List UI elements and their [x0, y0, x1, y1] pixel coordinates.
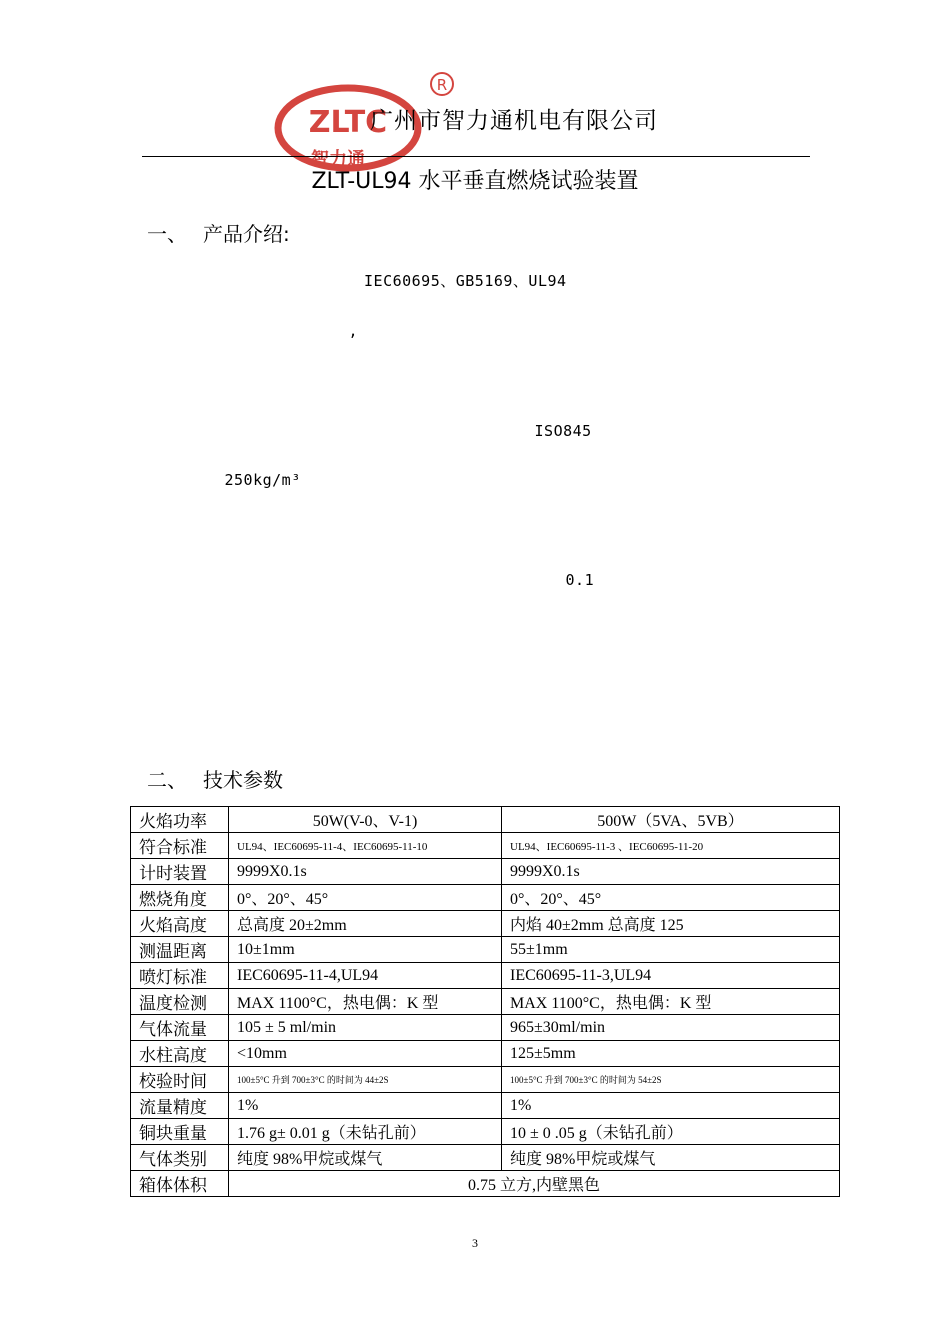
param-label: 气体类别: [131, 1145, 229, 1171]
param-label: 箱体体积: [131, 1171, 229, 1197]
param-label: 水柱高度: [131, 1041, 229, 1067]
table-row: [131, 1041, 840, 1067]
param-value-50w: 105 ± 5 ml/min: [229, 1015, 502, 1041]
param-label: 计时装置: [131, 859, 229, 885]
param-value-50w: <10mm: [229, 1041, 502, 1067]
table-row: [131, 1015, 840, 1041]
param-label: 流量精度: [131, 1093, 229, 1119]
table-row: [131, 1145, 840, 1171]
table-row: [131, 807, 840, 833]
param-value-500w: 965±30ml/min: [502, 1015, 840, 1041]
param-value-500w: 55±1mm: [502, 937, 840, 963]
section-2-heading: [147, 764, 283, 793]
param-value-50w: 总高度 20±2mm: [229, 911, 502, 937]
intro-line: ISO845: [147, 422, 701, 440]
param-value-500w: 100±5°C 升到 700±3°C 的时间为 54±2S: [502, 1067, 840, 1093]
table-row: [131, 911, 840, 937]
section-1-title: 产品介绍:: [203, 222, 290, 246]
param-label: 测温距离: [131, 937, 229, 963]
table-row: [131, 833, 840, 859]
param-value-500w: 内焰 40±2mm 总高度 125: [502, 911, 840, 937]
section-2-title: 技术参数: [203, 768, 283, 792]
section-2-number: 二、: [147, 768, 187, 792]
param-label: 温度检测: [131, 989, 229, 1015]
intro-line: [147, 619, 659, 640]
param-value-50w: 纯度 98%甲烷或煤气: [229, 1145, 502, 1171]
param-value-50w: 0°、20°、45°: [229, 885, 502, 911]
param-value-merged: 0.75 立方,内壁黑色: [229, 1171, 840, 1197]
intro-line: ,: [147, 322, 669, 340]
param-value-50w: 100±5°C 升到 700±3°C 的时间为 44±2S: [229, 1067, 502, 1093]
param-value-500w: 0°、20°、45°: [502, 885, 840, 911]
table-row: [131, 989, 840, 1015]
param-value-50w: IEC60695-11-4,UL94: [229, 963, 502, 989]
company-name: 广州市智力通机电有限公司: [370, 108, 658, 134]
registered-mark-icon: R: [436, 76, 448, 94]
param-value-50w: 10±1mm: [229, 937, 502, 963]
intro-line: [147, 719, 566, 740]
intro-line: [147, 669, 674, 690]
param-value-500w: 9999X0.1s: [502, 859, 840, 885]
param-value-50w: UL94、IEC60695-11-4、IEC60695-11-10: [229, 833, 502, 859]
param-value-50w: 1%: [229, 1093, 502, 1119]
param-value-500w: 1%: [502, 1093, 840, 1119]
page-number: 3: [472, 1236, 478, 1250]
table-row: [131, 1171, 840, 1197]
param-label: 火焰功率: [131, 807, 229, 833]
header-rule: [142, 156, 810, 157]
table-row: [131, 1093, 840, 1119]
table-row: [131, 963, 840, 989]
intro-line: 250kg/m³: [147, 471, 642, 489]
intro-line: IEC60695、GB5169、UL94: [147, 272, 707, 290]
table-row: [131, 1067, 840, 1093]
param-value-50w: 1.76 g± 0.01 g（未钻孔前）: [229, 1119, 502, 1145]
param-value-500w: IEC60695-11-3,UL94: [502, 963, 840, 989]
param-value-500w: 125±5mm: [502, 1041, 840, 1067]
table-row: [131, 1119, 840, 1145]
param-label: 喷灯标准: [131, 963, 229, 989]
table-row: [131, 885, 840, 911]
param-value-500w: UL94、IEC60695-11-3 、IEC60695-11-20: [502, 833, 840, 859]
table-row: [131, 859, 840, 885]
param-label: 铜块重量: [131, 1119, 229, 1145]
col-header-500w: 500W（5VA、5VB）: [502, 807, 840, 833]
col-header-50w: 50W(V-0、V-1): [229, 807, 502, 833]
tech-params-table: [130, 806, 840, 1197]
param-label: 校验时间: [131, 1067, 229, 1093]
intro-line: [147, 370, 659, 391]
intro-line: [147, 519, 194, 540]
logo-subtext: 智力通: [311, 149, 365, 170]
param-value-500w: 纯度 98%甲烷或煤气: [502, 1145, 840, 1171]
param-value-500w: MAX 1100°C，热电偶：K 型: [502, 989, 840, 1015]
intro-line: 0.1: [147, 571, 672, 589]
param-label: 火焰高度: [131, 911, 229, 937]
param-label: 燃烧角度: [131, 885, 229, 911]
section-1-heading: [147, 218, 290, 247]
section-1-number: 一、: [147, 222, 187, 246]
param-label: 符合标准: [131, 833, 229, 859]
document-title: ZLT-UL94 水平垂直燃烧试验装置: [311, 169, 639, 194]
param-value-50w: MAX 1100°C，热电偶：K 型: [229, 989, 502, 1015]
table-row: [131, 937, 840, 963]
param-value-500w: 10 ± 0 .05 g（未钻孔前）: [502, 1119, 840, 1145]
param-label: 气体流量: [131, 1015, 229, 1041]
logo-letters: ZLTC: [308, 105, 388, 140]
param-value-50w: 9999X0.1s: [229, 859, 502, 885]
